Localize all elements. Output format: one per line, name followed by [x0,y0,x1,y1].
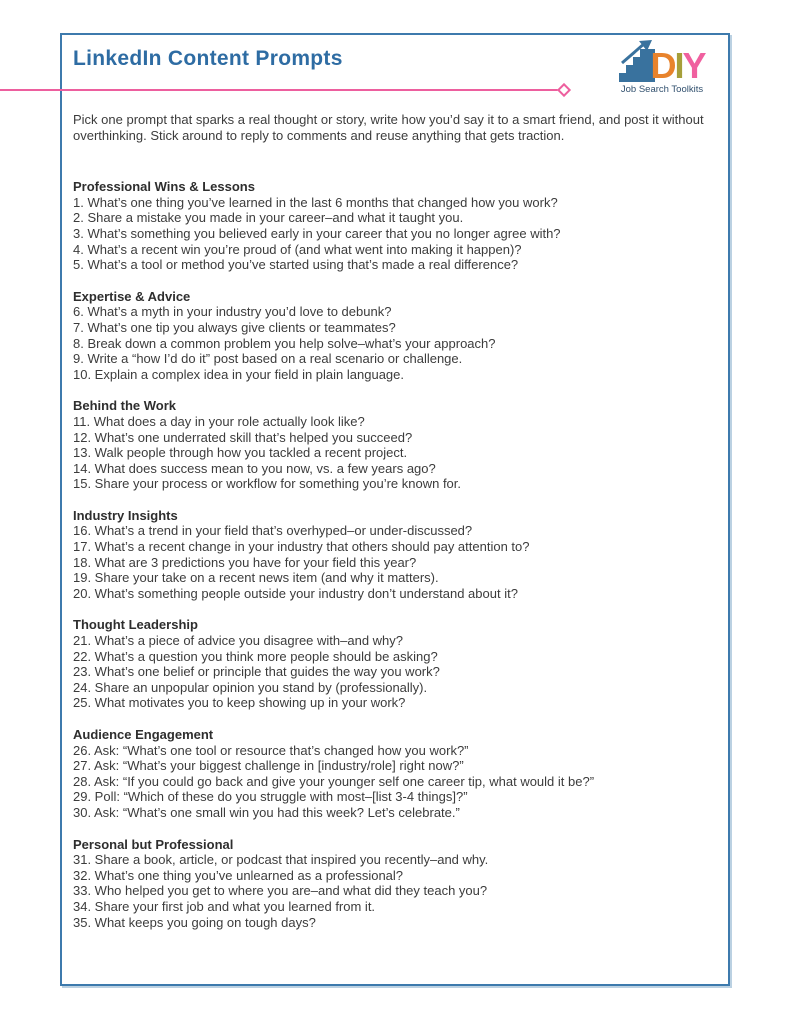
prompt-item: 15. Share your process or workflow for something you’re known for. [73,476,462,492]
logo-letter-d: D [650,44,675,86]
prompt-item: 6. What’s a myth in your industry you’d love to debunk? [73,304,392,320]
section-personal-but-professional [73,837,721,931]
section-audience-engagement [73,727,721,821]
prompt-item: 17. What’s a recent change in your industry that others should pay attention to? [73,539,530,555]
prompt-item: 21. What’s a piece of advice you disagree with–and why? [73,633,404,649]
diy-job-search-toolkits-logo [606,40,718,95]
section-behind-the-work [73,398,721,492]
section-thought-leadership [73,617,721,711]
logo-letter-i: I [674,44,683,86]
section-expertise-advice [73,289,721,383]
pink-accent-line [0,89,560,91]
prompt-item: 18. What are 3 predictions you have for your field this year? [73,554,417,570]
prompt-item: 11. What does a day in your role actually look like? [73,413,365,429]
section-heading: Industry Insights [73,507,178,523]
prompt-item: 13. Walk people through how you tackled a recent project. [73,445,408,461]
prompt-item: 9. Write a “how I’d do it” post based on a real scenario or challenge. [73,351,463,367]
prompt-item: 24. Share an unpopular opinion you stand by (professionally). [73,679,428,695]
prompt-item: 28. Ask: “If you could go back and give your younger self one career tip, what would it be?” [73,773,595,789]
prompt-item: 33. Who helped you get to where you are–and what did they teach you? [73,883,488,899]
prompt-item: 10. Explain a complex idea in your field in plain language. [73,366,404,382]
prompt-item: 14. What does success mean to you now, vs. a few years ago? [73,460,436,476]
prompt-item: 34. Share your first job and what you learned from it. [73,898,376,914]
prompt-item: 30. Ask: “What’s one small win you had this week? Let’s celebrate.” [73,804,460,820]
prompt-item: 5. What’s a tool or method you’ve started using that’s made a real difference? [73,257,519,273]
prompt-item: 22. What’s a question you think more people should be asking? [73,648,438,664]
page-title: LinkedIn Content Prompts [73,47,343,70]
prompt-item: 31. Share a book, article, or podcast that inspired you recently–and why. [73,852,489,868]
section-heading: Thought Leadership [73,617,198,633]
prompt-item: 26. Ask: “What’s one tool or resource that’s changed how you work?” [73,742,469,758]
section-professional-wins [73,179,721,273]
prompt-item: 7. What’s one tip you always give clients or teammates? [73,319,396,335]
prompt-item: 8. Break down a common problem you help solve–what’s your approach? [73,335,496,351]
prompt-item: 27. Ask: “What’s your biggest challenge in [industry/role] right now?” [73,758,464,774]
section-heading: Behind the Work [73,398,177,414]
logo-tagline: Job Search Toolkits [620,84,704,95]
section-heading: Professional Wins & Lessons [73,179,255,195]
intro-paragraph: Pick one prompt that sparks a real thought or story, write how you’d say it to a smart friend, and post it without overthinking. Stick around to reply to comments and reuse anything that gets traction. [73,112,704,143]
prompt-item: 12. What’s one underrated skill that’s helped you succeed? [73,429,413,445]
section-heading: Expertise & Advice [73,288,191,304]
logo-diy-letters [650,44,705,86]
logo-row [606,40,718,86]
prompt-item: 16. What’s a trend in your field that’s overhyped–or under-discussed? [73,523,473,539]
section-heading: Audience Engagement [73,727,214,742]
prompt-item: 32. What’s one thing you’ve unlearned as a professional? [73,867,404,883]
prompt-item: 4. What’s a recent win you’re proud of (and what went into making it happen)? [73,241,522,257]
section-heading: Personal but Professional [73,836,234,852]
page-content [73,112,721,946]
prompt-item: 3. What’s something you believed early in your career that you no longer agree with? [73,225,561,241]
section-industry-insights [73,508,721,602]
prompt-item: 23. What’s one belief or principle that guides the way you work? [73,664,440,680]
prompt-item: 35. What keeps you going on tough days? [73,914,316,930]
prompt-item: 1. What’s one thing you’ve learned in the last 6 months that changed how you work? [73,194,558,210]
prompt-item: 2. Share a mistake you made in your career–and what it taught you. [73,210,464,226]
prompt-item: 25. What motivates you to keep showing up in your work? [73,695,406,711]
prompt-item: 29. Poll: “Which of these do you struggle with most–[list 3-4 things]?” [73,789,468,805]
prompt-item: 19. Share your take on a recent news item (and why it matters). [73,570,439,586]
prompt-item: 20. What’s something people outside your industry don’t understand about it? [73,585,518,601]
logo-letter-y: Y [682,44,705,86]
